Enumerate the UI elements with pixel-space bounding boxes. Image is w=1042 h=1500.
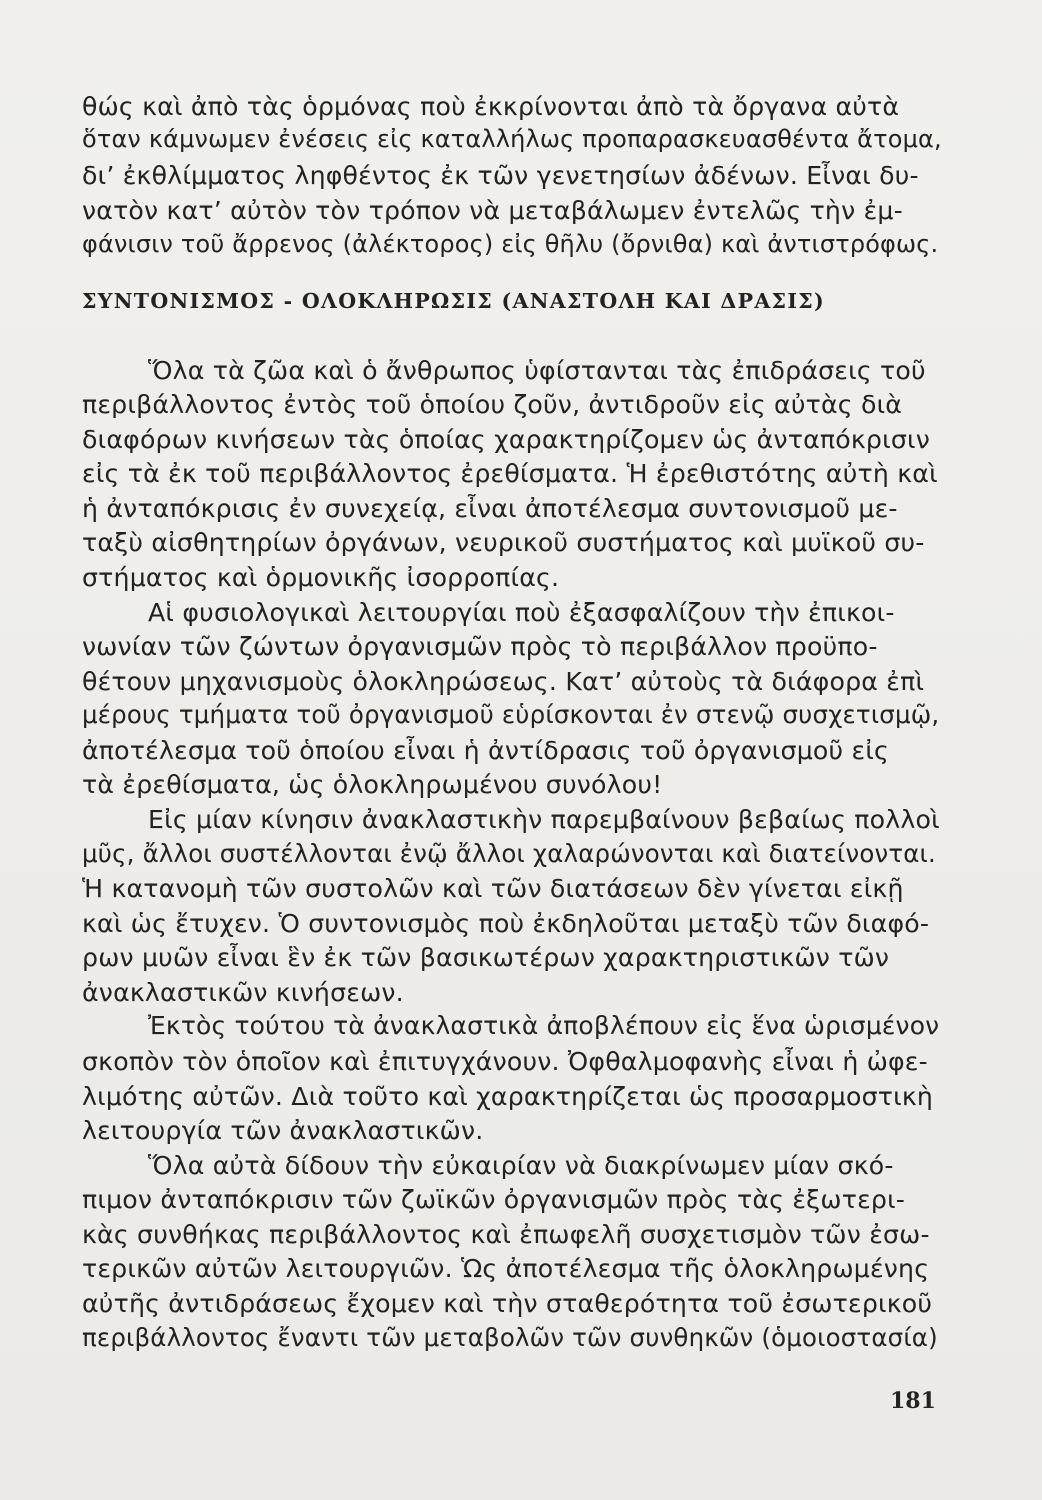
- text-line: Ὅλα αὐτὰ δίδουν τὴν εὐκαιρίαν νὰ διακρίνωμεν μίαν σκό-: [148, 1151, 894, 1180]
- text-line: ἡ ἀνταπόκρισις ἐν συνεχείᾳ, εἶναι ἀποτέλεσμα συντονισμοῦ με-: [82, 494, 898, 523]
- text-line: σκοπὸν τὸν ὁποῖον καὶ ἐπιτυγχάνουν. Ὀφθαλμοφανὴς εἶναι ἡ ὠφε-: [82, 1047, 928, 1076]
- text-line: στήματος καὶ ὁρμονικῆς ἰσορροπίας.: [82, 563, 560, 592]
- text-line: περιβάλλοντος ἐντὸς τοῦ ὁποίου ζοῦν, ἀντιδροῦν εἰς αὐτὰς διὰ: [82, 390, 903, 419]
- text-line: δι’ ἐκθλίμματος ληφθέντος ἐκ τῶν γενετησίων ἀδένων. Εἶναι δυ-: [82, 161, 919, 190]
- text-line: λιμότης αὐτῶν. Διὰ τοῦτο καὶ χαρακτηρίζεται ὡς προσαρμοστικὴ: [82, 1082, 934, 1111]
- text-line: νωνίαν τῶν ζώντων ὀργανισμῶν πρὸς τὸ περιβάλλον προϋπο-: [82, 632, 878, 661]
- text-line: Ὅλα τὰ ζῶα καὶ ὁ ἄνθρωπος ὑφίστανται τὰς ἐπιδράσεις τοῦ: [148, 356, 926, 385]
- section-heading: ΣΥΝΤΟΝΙΣΜΟΣ - ΟΛΟΚΛΗΡΩΣΙΣ (ΑΝΑΣΤΟΛΗ ΚΑΙ ΔΡΑΣΙΣ): [82, 289, 826, 313]
- text-line: θέτουν μηχανισμοὺς ὁλοκληρώσεως. Κατ’ αὐτοὺς τὰ διάφορα ἐπὶ: [82, 667, 925, 696]
- text-line: ταξὺ αἰσθητηρίων ὀργάνων, νευρικοῦ συστήματος καὶ μυϊκοῦ συ-: [82, 528, 925, 557]
- text-line: αὐτῆς ἀντιδράσεως ἔχομεν καὶ τὴν σταθερότητα τοῦ ἐσωτερικοῦ: [82, 1289, 933, 1318]
- text-line: λειτουργία τῶν ἀνακλαστικῶν.: [82, 1116, 484, 1145]
- text-line: τὰ ἐρεθίσματα, ὡς ὁλοκληρωμένου συνόλου!: [82, 770, 663, 799]
- text-line: ὅταν κάμνωμεν ἐνέσεις εἰς καταλλήλως προπαρασκευασθέντα ἄτομα,: [82, 125, 942, 153]
- text-line: τερικῶν αὐτῶν λειτουργιῶν. Ὡς ἀποτέλεσμα τῆς ὁλοκληρωμένης: [82, 1254, 930, 1283]
- text-line: μέρους τμήματα τοῦ ὀργανισμοῦ εὑρίσκονται ἐν στενῷ συσχετισμῷ,: [82, 700, 940, 729]
- text-line: ἀνακλαστικῶν κινήσεων.: [82, 978, 404, 1007]
- text-line: θώς καὶ ἀπὸ τὰς ὁρμόνας ποὺ ἐκκρίνονται ἀπὸ τὰ ὄργανα αὐτὰ: [82, 92, 900, 121]
- text-line: Εἰς μίαν κίνησιν ἀνακλαστικὴν παρεμβαίνουν βεβαίως πολλοὶ: [148, 805, 940, 834]
- text-line: περιβάλλοντος ἔναντι τῶν μεταβολῶν τῶν συνθηκῶν (ὁμοιοστασία): [82, 1323, 938, 1352]
- text-line: διαφόρων κινήσεων τὰς ὁποίας χαρακτηρίζομεν ὡς ἀνταπόκρισιν: [82, 425, 930, 454]
- text-line: Ἐκτὸς τούτου τὰ ἀνακλαστικὰ ἀποβλέπουν εἰς ἕνα ὡρισμένον: [148, 1011, 940, 1040]
- text-line: φάνισιν τοῦ ἄρρενος (ἀλέκτορος) εἰς θῆλυ (ὄρνιθα) καὶ ἀντιστρόφως.: [82, 230, 939, 258]
- text-line: εἰς τὰ ἐκ τοῦ περιβάλλοντος ἐρεθίσματα. Ἡ ἐρεθιστότης αὐτὴ καὶ: [82, 459, 938, 488]
- text-line: ἀποτέλεσμα τοῦ ὁποίου εἶναι ἡ ἀντίδρασις τοῦ ὀργανισμοῦ εἰς: [82, 736, 890, 765]
- text-line: Ἡ κατανομὴ τῶν συστολῶν καὶ τῶν διατάσεων δὲν γίνεται εἰκῇ: [82, 874, 904, 903]
- text-line: μῦς, ἄλλοι συστέλλονται ἐνῷ ἄλλοι χαλαρώνονται καὶ διατείνονται.: [82, 839, 936, 868]
- text-line: ρων μυῶν εἶναι ἓν ἐκ τῶν βασικωτέρων χαρακτηριστικῶν τῶν: [82, 943, 890, 972]
- page-number: 181: [890, 1388, 936, 1414]
- text-line: πιμον ἀνταπόκρισιν τῶν ζωϊκῶν ὀργανισμῶν πρὸς τὰς ἐξωτερι-: [82, 1185, 906, 1214]
- text-line: κὰς συνθήκας περιβάλλοντος καὶ ἐπωφελῆ συσχετισμὸν τῶν ἐσω-: [82, 1220, 930, 1249]
- text-line: νατὸν κατ’ αὐτὸν τὸν τρόπον νὰ μεταβάλωμεν ἐντελῶς τὴν ἐμ-: [82, 196, 903, 225]
- text-line: καὶ ὡς ἔτυχεν. Ὁ συντονισμὸς ποὺ ἐκδηλοῦται μεταξὺ τῶν διαφό-: [82, 909, 930, 938]
- text-line: Αἱ φυσιολογικαὶ λειτουργίαι ποὺ ἐξασφαλίζουν τὴν ἐπικοι-: [148, 598, 895, 627]
